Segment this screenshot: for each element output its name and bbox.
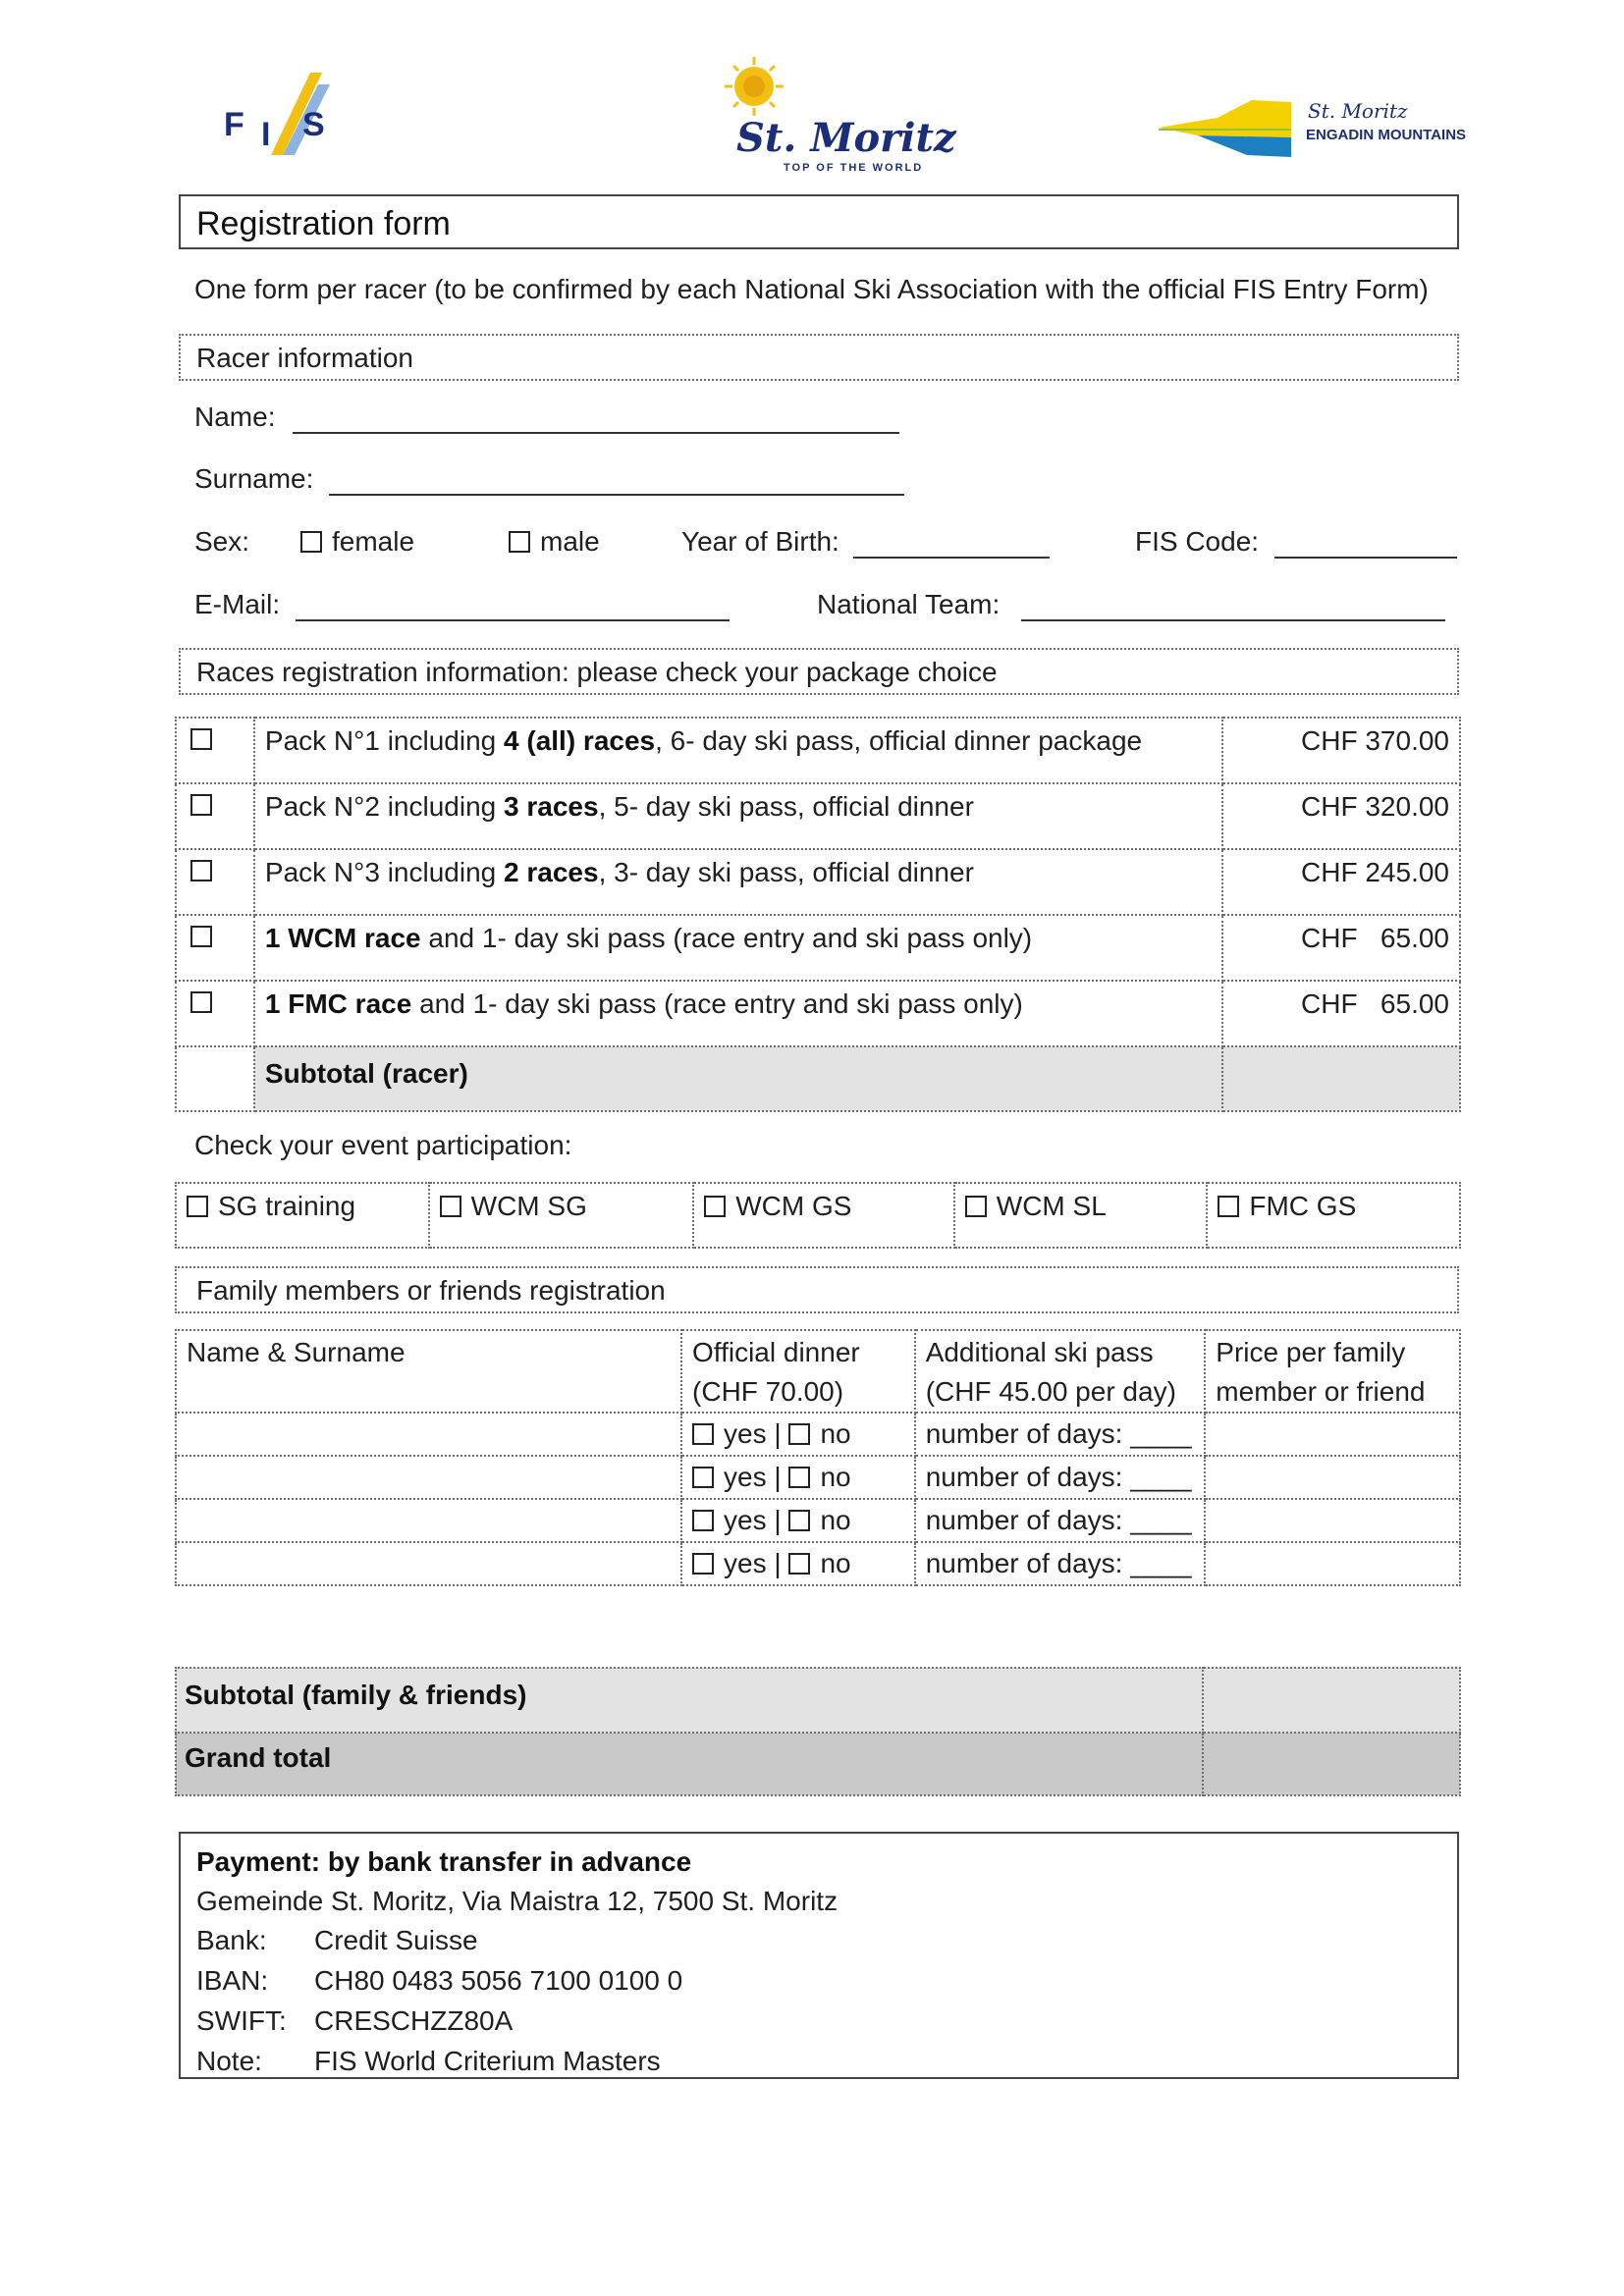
event-checkbox[interactable]: [965, 1196, 987, 1217]
surname-row: [194, 462, 904, 496]
payment-value: FIS World Criterium Masters: [314, 2046, 661, 2076]
grand-total-value[interactable]: [1203, 1733, 1460, 1795]
ski-pass-days[interactable]: number of days: ____: [925, 1462, 1192, 1492]
dinner-no-checkbox[interactable]: [788, 1467, 810, 1488]
ski-pass-days[interactable]: number of days: ____: [925, 1505, 1192, 1535]
dinner-yes-checkbox[interactable]: [692, 1467, 714, 1488]
engadin-logo: [1159, 88, 1473, 167]
team-row: [817, 588, 1445, 621]
female-label: female: [332, 526, 415, 557]
svg-text:I: I: [261, 116, 271, 153]
event-label: WCM SG: [470, 1191, 587, 1221]
dinner-choice: yes | no: [682, 1500, 914, 1537]
family-price-cell[interactable]: [1205, 1499, 1460, 1542]
fis-code-row: [1135, 525, 1457, 559]
family-subtotal-label: Subtotal (family & friends): [185, 1680, 527, 1710]
payment-box: [179, 1832, 1459, 2079]
event-label: WCM GS: [735, 1191, 852, 1221]
payment-row: [196, 2004, 682, 2045]
event-option[interactable]: [429, 1183, 694, 1248]
surname-input[interactable]: [329, 470, 904, 496]
family-row: [176, 1542, 1460, 1585]
package-price: CHF 320.00: [1301, 791, 1449, 822]
payment-key: SWIFT:: [196, 2005, 287, 2036]
dinner-no-checkbox[interactable]: [788, 1423, 810, 1445]
package-description: 1 FMC race and 1- day ski pass (race entry and ski pass only): [264, 988, 1023, 1019]
family-section-label: Family members or friends registration: [196, 1275, 666, 1306]
sex-label: Sex:: [194, 526, 250, 557]
package-cell[interactable]: [176, 849, 254, 915]
intro-text: One form per racer (to be confirmed by each National Ski Association with the official FIS Entry Form): [194, 274, 1429, 304]
family-column-header: Name & Surname: [176, 1330, 681, 1413]
payment-details: [196, 1924, 682, 2085]
package-cell[interactable]: [176, 915, 254, 981]
yob-label: Year of Birth:: [681, 526, 839, 557]
payment-row: [196, 1964, 682, 2004]
payment-row: [196, 1924, 682, 1964]
grand-total-label: Grand total: [185, 1742, 332, 1773]
packages-table: [175, 717, 1461, 1112]
title-box: [179, 194, 1459, 249]
package-checkbox[interactable]: [190, 860, 212, 881]
team-label: National Team:: [817, 589, 1001, 619]
engadin-script: St. Moritz: [1308, 99, 1408, 123]
female-option[interactable]: [300, 525, 414, 559]
ski-pass-days[interactable]: number of days: ____: [925, 1548, 1192, 1578]
svg-text:F: F: [224, 106, 244, 143]
family-name-cell[interactable]: [176, 1499, 681, 1542]
dinner-choice: yes | no: [682, 1457, 914, 1494]
svg-text:S: S: [302, 106, 325, 143]
package-price: CHF 370.00: [1301, 725, 1449, 756]
family-price-cell[interactable]: [1205, 1413, 1460, 1456]
racer-subtotal-label: Subtotal (racer): [264, 1058, 468, 1089]
family-name-cell[interactable]: [176, 1413, 681, 1456]
races-section-label: Races registration information: please check your package choice: [196, 657, 998, 687]
package-checkbox[interactable]: [190, 991, 212, 1013]
package-cell[interactable]: [176, 783, 254, 849]
events-table: [175, 1182, 1461, 1249]
event-label: SG training: [218, 1191, 356, 1221]
payment-value: CRESCHZZ80A: [314, 2005, 514, 2036]
racer-section-header: [179, 334, 1459, 381]
payment-key: Bank:: [196, 1925, 267, 1955]
family-subtotal-value[interactable]: [1203, 1668, 1460, 1733]
fis-code-label: FIS Code:: [1135, 526, 1260, 557]
dinner-yes-checkbox[interactable]: [692, 1553, 714, 1575]
family-column-header: Official dinner (CHF 70.00): [681, 1330, 915, 1413]
fis-code-input[interactable]: [1274, 533, 1457, 559]
st-moritz-script: St. Moritz: [736, 115, 956, 161]
payment-title: Payment: by bank transfer in advance: [196, 1846, 692, 1877]
package-price: CHF 65.00: [1301, 988, 1449, 1019]
package-row: [176, 718, 1460, 783]
event-label: WCM SL: [996, 1191, 1107, 1221]
dinner-no-checkbox[interactable]: [788, 1553, 810, 1575]
family-table: [175, 1329, 1461, 1586]
grand-total-row: [176, 1733, 1460, 1795]
family-row: [176, 1456, 1460, 1499]
dinner-choice: yes | no: [682, 1414, 914, 1451]
female-checkbox[interactable]: [300, 531, 322, 553]
page-title: Registration form: [196, 205, 451, 242]
events-label: Check your event participation:: [194, 1130, 572, 1160]
ski-pass-days[interactable]: number of days: ____: [925, 1418, 1192, 1449]
yob-row: [681, 525, 1050, 559]
totals-table: [175, 1667, 1461, 1796]
family-name-cell[interactable]: [176, 1456, 681, 1499]
package-description: Pack N°1 including 4 (all) races, 6- day ski pass, official dinner package: [264, 725, 1143, 756]
family-column-header: Price per family member or friend: [1205, 1330, 1460, 1413]
event-option[interactable]: [693, 1183, 954, 1248]
package-checkbox[interactable]: [190, 794, 212, 816]
family-row: [176, 1499, 1460, 1542]
family-column-header: Additional ski pass (CHF 45.00 per day): [915, 1330, 1206, 1413]
family-subtotal-row: [176, 1668, 1460, 1733]
team-input[interactable]: [1021, 596, 1445, 621]
package-row: [176, 981, 1460, 1046]
st-moritz-logo: [715, 57, 956, 175]
package-row: [176, 849, 1460, 915]
package-description: Pack N°2 including 3 races, 5- day ski pass, official dinner: [264, 791, 974, 822]
event-option[interactable]: [1207, 1183, 1460, 1248]
races-section-header: [179, 648, 1459, 695]
package-cell[interactable]: [176, 718, 254, 783]
email-input[interactable]: [296, 596, 730, 621]
event-option[interactable]: [176, 1183, 429, 1248]
event-checkbox[interactable]: [440, 1196, 461, 1217]
yob-input[interactable]: [853, 533, 1050, 559]
family-section-header: [175, 1266, 1459, 1313]
engadin-text: ENGADIN MOUNTAINS: [1306, 127, 1467, 143]
st-moritz-tagline: TOP OF THE WORLD: [784, 162, 924, 174]
package-row: [176, 915, 1460, 981]
racer-section-label: Racer information: [196, 343, 413, 373]
racer-subtotal-row: [176, 1046, 1460, 1111]
package-checkbox[interactable]: [190, 926, 212, 947]
dinner-yes-checkbox[interactable]: [692, 1423, 714, 1445]
payment-row: [196, 2045, 682, 2085]
racer-subtotal-value[interactable]: [1222, 1046, 1460, 1111]
name-row: [194, 400, 899, 434]
family-price-cell[interactable]: [1205, 1542, 1460, 1585]
payment-value: Credit Suisse: [314, 1925, 478, 1955]
payment-key: IBAN:: [196, 1965, 269, 1996]
name-input[interactable]: [293, 408, 899, 434]
fis-logo: [224, 65, 332, 173]
event-option[interactable]: [954, 1183, 1208, 1248]
family-row: [176, 1413, 1460, 1456]
event-label: FMC GS: [1249, 1191, 1357, 1221]
package-price: CHF 245.00: [1301, 857, 1449, 887]
package-price: CHF 65.00: [1301, 923, 1449, 953]
family-price-cell[interactable]: [1205, 1456, 1460, 1499]
email-label: E-Mail:: [194, 589, 281, 619]
email-row: [194, 588, 730, 621]
event-checkbox[interactable]: [187, 1196, 208, 1217]
package-row: [176, 783, 1460, 849]
male-checkbox[interactable]: [509, 531, 530, 553]
package-checkbox[interactable]: [190, 728, 212, 750]
payment-value: CH80 0483 5056 7100 0100 0: [314, 1965, 683, 1996]
payment-address: Gemeinde St. Moritz, Via Maistra 12, 7500 St. Moritz: [196, 1886, 839, 1916]
package-cell[interactable]: [176, 981, 254, 1046]
dinner-choice: yes | no: [682, 1543, 914, 1580]
dinner-yes-checkbox[interactable]: [692, 1510, 714, 1531]
event-checkbox[interactable]: [1218, 1196, 1239, 1217]
dinner-no-checkbox[interactable]: [788, 1510, 810, 1531]
male-label: male: [540, 526, 600, 557]
male-option[interactable]: [509, 525, 600, 559]
package-description: 1 WCM race and 1- day ski pass (race entry and ski pass only): [264, 923, 1033, 953]
surname-label: Surname:: [194, 463, 314, 494]
family-name-cell[interactable]: [176, 1542, 681, 1585]
package-description: Pack N°3 including 2 races, 3- day ski pass, official dinner: [264, 857, 974, 887]
name-label: Name:: [194, 401, 276, 432]
payment-key: Note:: [196, 2046, 262, 2076]
event-checkbox[interactable]: [704, 1196, 726, 1217]
